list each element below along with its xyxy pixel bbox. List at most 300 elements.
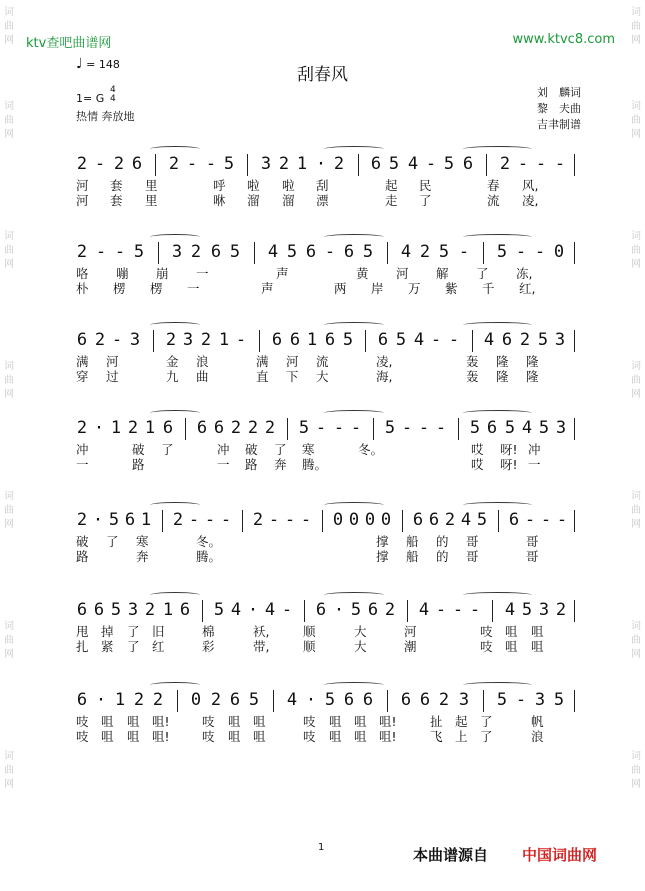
- lyric-syllable: 满: [76, 354, 89, 369]
- bar-line: [498, 510, 499, 532]
- watermark-left-1: 词曲网: [4, 7, 14, 46]
- lyric-syllable: 咀: [228, 714, 241, 729]
- note: 2: [165, 330, 177, 350]
- note: 5: [438, 242, 450, 262]
- notation-row-3: [76, 326, 576, 354]
- dash-extension: -: [268, 510, 280, 530]
- lyric-syllable: 了: [274, 442, 287, 457]
- lyric-syllable: 路: [132, 457, 145, 472]
- bar-line: [574, 600, 575, 622]
- lyric-syllable: 扯: [430, 714, 443, 729]
- tempo-value: = 148: [86, 58, 120, 71]
- lyric-syllable: 了: [127, 624, 140, 639]
- note: 5: [324, 690, 336, 710]
- bar-line: [287, 418, 288, 440]
- lyric-syllable: 咀: [505, 639, 518, 654]
- dash-extension: -: [452, 600, 464, 620]
- lyric-syllable: 冲: [528, 442, 541, 457]
- bar-line: [492, 600, 493, 622]
- dash-extension: -: [535, 154, 547, 174]
- dash-extension: -: [435, 600, 447, 620]
- note: 3: [555, 418, 567, 438]
- lyric-syllable: 河: [76, 178, 89, 193]
- note: 6: [76, 600, 88, 620]
- note: 6: [131, 154, 143, 174]
- dash-extension: -: [204, 510, 216, 530]
- watermark-right-4: 词曲网: [631, 361, 641, 400]
- note: 6: [370, 154, 382, 174]
- watermark-right-3: 词曲网: [631, 231, 641, 270]
- slur-mark: [463, 322, 532, 328]
- note: 6: [305, 242, 317, 262]
- slur-mark: [150, 410, 200, 416]
- note: 6: [76, 690, 88, 710]
- bar-line: [483, 690, 484, 712]
- notation-row-1: [76, 150, 576, 178]
- lyric-syllable: 穿: [76, 369, 89, 384]
- lyric-syllable: 起: [385, 178, 398, 193]
- footer-brand-link[interactable]: 中国词曲网: [522, 846, 598, 864]
- dash-extension: -: [111, 330, 123, 350]
- lyric-syllable: 冬。: [196, 534, 222, 549]
- note: ·: [333, 600, 345, 620]
- dash-extension: -: [186, 154, 198, 174]
- note: 6: [213, 418, 225, 438]
- lyric-syllable: 潮: [404, 639, 417, 654]
- note: 2: [444, 510, 456, 530]
- lyric-syllable: 里: [145, 178, 158, 193]
- lyric-syllable: 两: [334, 281, 347, 296]
- note: 2: [555, 600, 567, 620]
- lyric-syllable: 哥: [466, 534, 479, 549]
- note: 0: [190, 690, 202, 710]
- note: 4: [264, 600, 276, 620]
- lyric-syllable: 曲: [196, 369, 209, 384]
- dash-extension: -: [324, 242, 336, 262]
- bar-line: [273, 690, 274, 712]
- note: 2: [127, 418, 139, 438]
- note: 5: [213, 600, 225, 620]
- note: 6: [343, 690, 355, 710]
- lyric-syllable: 上: [455, 729, 468, 744]
- note: 6: [162, 418, 174, 438]
- lyric-syllable: 漂: [316, 193, 329, 208]
- lyric-syllable: 凌,: [522, 193, 539, 208]
- note: 2: [200, 330, 212, 350]
- note: 1: [218, 330, 230, 350]
- note: 3: [171, 242, 183, 262]
- dash-extension: -: [188, 510, 200, 530]
- lyric-syllable: 走: [385, 193, 398, 208]
- note: 5: [469, 418, 481, 438]
- lyric-syllable: 满: [256, 354, 269, 369]
- slur-mark: [463, 592, 532, 598]
- note: 5: [504, 418, 516, 438]
- lyric-syllable: 一: [196, 266, 209, 281]
- slur-mark: [324, 234, 384, 240]
- lyric-syllable: 黄: [356, 266, 369, 281]
- dash-extension: -: [220, 510, 232, 530]
- lyric-syllable: 咀: [354, 729, 367, 744]
- slur-mark: [324, 592, 384, 598]
- notation-row-4: [76, 414, 576, 442]
- lyric-syllable: 了: [161, 442, 174, 457]
- lyric-syllable: 隆: [496, 369, 509, 384]
- slur-mark: [463, 502, 532, 508]
- note: 6: [229, 690, 241, 710]
- dash-extension: -: [94, 154, 106, 174]
- lyric-syllable: 呀!: [500, 442, 518, 457]
- note: 0: [364, 510, 376, 530]
- note: 4: [483, 330, 495, 350]
- dash-extension: -: [515, 690, 527, 710]
- note: 2: [230, 418, 242, 438]
- lyric-syllable: 紧: [101, 639, 114, 654]
- lyric-syllable: 顺: [303, 624, 316, 639]
- note: 4: [267, 242, 279, 262]
- bar-line: [407, 600, 408, 622]
- note: 3: [534, 690, 546, 710]
- lyric-syllable: 咀: [329, 714, 342, 729]
- lyric-syllable: 破: [245, 442, 258, 457]
- note: 4: [230, 600, 242, 620]
- note: 2: [384, 600, 396, 620]
- note: 2: [76, 510, 88, 530]
- note: 6: [289, 330, 301, 350]
- note: 1: [110, 418, 122, 438]
- lyric-syllable: 隆: [526, 354, 539, 369]
- lyric-syllable: 隆: [496, 354, 509, 369]
- note: 2: [94, 330, 106, 350]
- note: 2: [333, 154, 345, 174]
- dash-extension: -: [458, 242, 470, 262]
- bar-line: [365, 330, 366, 352]
- note: 5: [350, 600, 362, 620]
- lyric-syllable: 咀: [531, 639, 544, 654]
- lyric-syllable: 朴: [76, 281, 89, 296]
- watermark-right-7: 词曲网: [631, 751, 641, 790]
- note: 1: [296, 154, 308, 174]
- dash-extension: -: [418, 418, 430, 438]
- lyric-syllable: 掉: [101, 624, 114, 639]
- note: 3: [458, 690, 470, 710]
- dash-extension: -: [435, 418, 447, 438]
- slur-mark: [150, 146, 200, 152]
- lyric-syllable: 袄,: [253, 624, 270, 639]
- note: 6: [196, 418, 208, 438]
- bar-line: [574, 418, 575, 440]
- lyric-syllable: 大: [354, 624, 367, 639]
- lyric-syllable: 撑: [376, 534, 389, 549]
- dash-extension: -: [524, 510, 536, 530]
- note: 3: [127, 600, 139, 620]
- note: 6: [419, 690, 431, 710]
- note: 5: [521, 600, 533, 620]
- bar-line: [322, 510, 323, 532]
- bar-line: [483, 242, 484, 264]
- note: 4: [504, 600, 516, 620]
- bar-line: [574, 154, 575, 176]
- note: 2: [499, 154, 511, 174]
- lyric-syllable: 甩: [76, 624, 89, 639]
- lyric-syllable: 奔: [136, 549, 149, 564]
- note: 2: [278, 154, 290, 174]
- note: 2: [519, 330, 531, 350]
- note: 4: [413, 330, 425, 350]
- note: 2: [172, 510, 184, 530]
- song-title: 刮春风: [297, 65, 348, 85]
- note: ·: [92, 510, 104, 530]
- note: 2: [133, 690, 145, 710]
- time-signature: [110, 86, 116, 104]
- watermark-right-1: 词曲网: [631, 7, 641, 46]
- lyric-syllable: 顺: [303, 639, 316, 654]
- slur-mark: [324, 146, 384, 152]
- slur-mark: [150, 234, 200, 240]
- lyric-syllable: 浪: [196, 354, 209, 369]
- quarter-note-icon: ♩: [76, 56, 83, 72]
- note: 4: [521, 418, 533, 438]
- lyric-syllable: 破: [132, 442, 145, 457]
- note: 6: [412, 510, 424, 530]
- lyric-syllable: 万: [408, 281, 421, 296]
- notation-row-7: [76, 686, 576, 714]
- note: 6: [486, 418, 498, 438]
- note: 1: [144, 418, 156, 438]
- note: 3: [129, 330, 141, 350]
- bar-line: [162, 510, 163, 532]
- lyric-syllable: 路: [245, 457, 258, 472]
- lyric-syllable: 冲: [76, 442, 89, 457]
- lyric-syllable: 海,: [376, 369, 393, 384]
- dash-extension: -: [401, 418, 413, 438]
- bar-line: [458, 418, 459, 440]
- lyric-syllable: 下: [286, 369, 299, 384]
- lyric-syllable: 了: [127, 639, 140, 654]
- lyric-syllable: 哥: [526, 549, 539, 564]
- lyric-syllable: 咯: [76, 266, 89, 281]
- watermark-right-2: 词曲网: [631, 101, 641, 140]
- credit-lyricist: 刘 麟词: [537, 86, 581, 99]
- lyric-syllable: 声: [261, 281, 274, 296]
- dash-extension: -: [469, 600, 481, 620]
- lyric-syllable: 哥: [526, 534, 539, 549]
- note: 2: [152, 690, 164, 710]
- note: 6: [324, 330, 336, 350]
- lyric-syllable: 冬。: [358, 442, 384, 457]
- note: 3: [538, 600, 550, 620]
- lyric-syllable: 咀: [253, 714, 266, 729]
- note: ·: [315, 154, 327, 174]
- lyric-syllable: 了: [476, 266, 489, 281]
- note: 5: [476, 510, 488, 530]
- lyric-syllable: 了: [419, 193, 432, 208]
- note: 6: [367, 600, 379, 620]
- lyric-syllable: 哎: [471, 457, 484, 472]
- note: 6: [271, 330, 283, 350]
- bar-line: [486, 154, 487, 176]
- note: 6: [343, 242, 355, 262]
- lyric-syllable: 河: [106, 354, 119, 369]
- note: 4: [400, 242, 412, 262]
- lyric-syllable: 凌,: [376, 354, 393, 369]
- lyric-syllable: 解: [436, 266, 449, 281]
- site-url-right[interactable]: www.ktvc8.com: [512, 32, 615, 47]
- lyric-syllable: 楞: [150, 281, 163, 296]
- note: 2: [419, 242, 431, 262]
- note: 3: [554, 330, 566, 350]
- note: 5: [388, 154, 400, 174]
- bar-line: [373, 418, 374, 440]
- lyric-syllable: 春: [487, 178, 500, 193]
- slur-mark: [463, 234, 532, 240]
- dash-extension: -: [448, 330, 460, 350]
- lyric-syllable: 隆: [526, 369, 539, 384]
- dash-extension: -: [517, 154, 529, 174]
- lyric-syllable: 一: [528, 457, 541, 472]
- lyric-syllable: 吱: [76, 729, 89, 744]
- note: 4: [418, 600, 430, 620]
- lyric-syllable: 咀!: [152, 714, 170, 729]
- lyric-syllable: 腾。: [196, 549, 222, 564]
- note: 5: [537, 330, 549, 350]
- bar-line: [304, 600, 305, 622]
- lyric-syllable: 过: [106, 369, 119, 384]
- lyric-syllable: 金: [166, 354, 179, 369]
- lyric-syllable: 路: [76, 549, 89, 564]
- dash-extension: -: [114, 242, 126, 262]
- note: 5: [248, 690, 260, 710]
- note: 1: [306, 330, 318, 350]
- lyric-syllable: 吱: [202, 714, 215, 729]
- lyric-syllable: 河: [396, 266, 409, 281]
- note: ·: [95, 690, 107, 710]
- note: 2: [210, 690, 222, 710]
- lyric-syllable: 啦: [247, 178, 260, 193]
- lyric-syllable: 嘣: [116, 266, 129, 281]
- note: 0: [553, 242, 565, 262]
- bar-line: [158, 242, 159, 264]
- lyric-syllable: 河: [76, 193, 89, 208]
- note: 5: [496, 690, 508, 710]
- note: 6: [508, 510, 520, 530]
- lyric-syllable: 了: [480, 714, 493, 729]
- note: 0: [332, 510, 344, 530]
- note: 5: [110, 600, 122, 620]
- bar-line: [402, 510, 403, 532]
- dash-extension: -: [556, 510, 568, 530]
- watermark-left-2: 词曲网: [4, 101, 14, 140]
- watermark-left-4: 词曲网: [4, 361, 14, 400]
- lyric-syllable: 寒: [136, 534, 149, 549]
- note: 1: [162, 600, 174, 620]
- note: 5: [538, 418, 550, 438]
- bar-line: [247, 154, 248, 176]
- note: 4: [460, 510, 472, 530]
- lyric-syllable: 咀: [127, 729, 140, 744]
- expression-marking: 热情 奔放地: [76, 110, 135, 123]
- dash-extension: -: [425, 154, 437, 174]
- lyric-syllable: 彩: [202, 639, 215, 654]
- bar-line: [387, 242, 388, 264]
- bar-line: [202, 600, 203, 622]
- lyric-syllable: 船: [406, 534, 419, 549]
- credits-block: [537, 84, 581, 132]
- lyric-syllable: 流: [487, 193, 500, 208]
- dash-extension: -: [300, 510, 312, 530]
- notation-row-6: [76, 596, 576, 624]
- note: 1: [114, 690, 126, 710]
- time-signature-top: 4: [110, 85, 116, 95]
- lyric-syllable: 千: [482, 281, 495, 296]
- credit-composer: 黎 夫曲: [537, 102, 581, 115]
- lyric-syllable: 咀: [101, 729, 114, 744]
- lyric-syllable: 咀: [127, 714, 140, 729]
- bar-line: [574, 242, 575, 264]
- lyric-syllable: 流: [316, 354, 329, 369]
- note: 5: [496, 242, 508, 262]
- lyric-syllable: 浪: [531, 729, 544, 744]
- notation-row-5: [76, 506, 576, 534]
- watermark-right-6: 词曲网: [631, 621, 641, 660]
- lyric-syllable: 腾。: [302, 457, 328, 472]
- bar-line: [472, 330, 473, 352]
- site-name-left[interactable]: ktv查吧曲谱网: [26, 36, 112, 51]
- note: 5: [553, 690, 565, 710]
- note: 2: [76, 418, 88, 438]
- lyric-syllable: 吱: [480, 624, 493, 639]
- note: 5: [342, 330, 354, 350]
- slur-mark: [324, 502, 384, 508]
- lyric-syllable: 哎: [471, 442, 484, 457]
- note: 5: [286, 242, 298, 262]
- lyric-syllable: 里: [145, 193, 158, 208]
- lyric-syllable: 冻,: [516, 266, 533, 281]
- lyric-syllable: 棉: [202, 624, 215, 639]
- lyric-syllable: 冲: [217, 442, 230, 457]
- note: 2: [168, 154, 180, 174]
- lyric-syllable: 红: [152, 639, 165, 654]
- dash-extension: -: [333, 418, 345, 438]
- lyric-syllable: 咀: [531, 624, 544, 639]
- lyric-syllable: 了: [480, 729, 493, 744]
- note: 6: [377, 330, 389, 350]
- lyric-syllable: 旧: [152, 624, 165, 639]
- note: 2: [252, 510, 264, 530]
- bar-line: [387, 690, 388, 712]
- slur-mark: [150, 322, 200, 328]
- note: 5: [223, 154, 235, 174]
- note: 3: [260, 154, 272, 174]
- lyric-syllable: 咻: [213, 193, 226, 208]
- lyric-syllable: 咀: [354, 714, 367, 729]
- slur-mark: [463, 410, 532, 416]
- dash-extension: -: [554, 154, 566, 174]
- note: 6: [400, 690, 412, 710]
- slur-mark: [324, 682, 384, 688]
- note: 1: [140, 510, 152, 530]
- lyric-syllable: 套: [110, 193, 123, 208]
- credit-engraver: 吉聿制谱: [537, 118, 581, 131]
- note: 6: [462, 154, 474, 174]
- lyric-syllable: 咀!: [152, 729, 170, 744]
- note: 5: [395, 330, 407, 350]
- lyric-syllable: 大: [354, 639, 367, 654]
- bar-line: [254, 242, 255, 264]
- note: 3: [182, 330, 194, 350]
- lyric-syllable: 刮: [316, 178, 329, 193]
- bar-line: [574, 690, 575, 712]
